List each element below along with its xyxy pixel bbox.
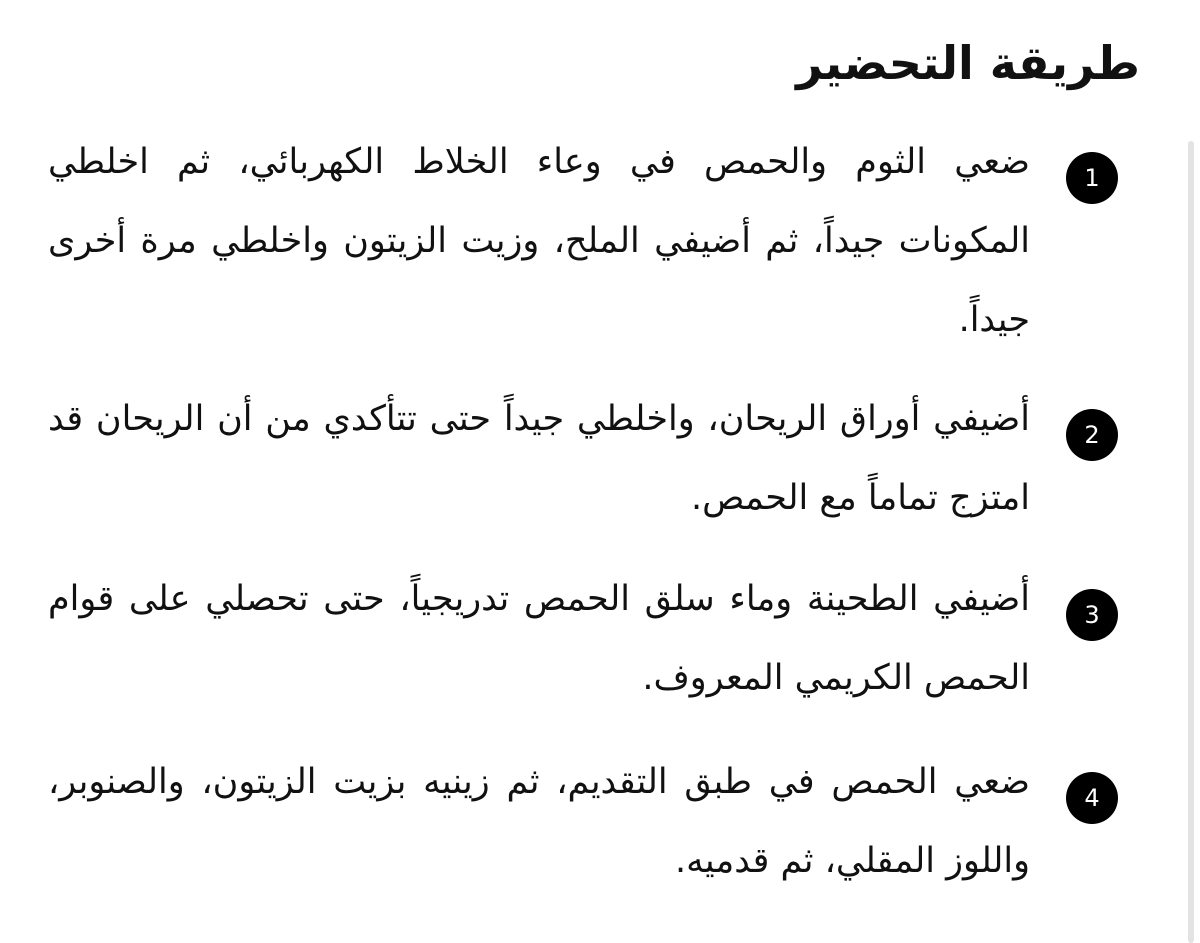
step-number-badge: 3 — [1066, 589, 1118, 641]
step-text: أضيفي أوراق الريحان، واخلطي جيداً حتى تتأكدي من أن الريحان قد امتزج تماماً مع الحمص. — [48, 399, 1030, 518]
step-text: أضيفي الطحينة وماء سلق الحمص تدريجياً، حتى تحصلي على قوام الحمص الكريمي المعروف. — [48, 579, 1030, 698]
vertical-scrollbar[interactable] — [1188, 141, 1194, 943]
step-text: ضعي الحمص في طبق التقديم، ثم زينيه بزيت الزيتون، والصنوبر، واللوز المقلي، ثم قدميه. — [48, 762, 1030, 881]
step-number-badge: 1 — [1066, 152, 1118, 204]
step-number-badge: 4 — [1066, 772, 1118, 824]
section-title: طريقة التحضير — [796, 36, 1140, 90]
step-number-badge: 2 — [1066, 409, 1118, 461]
step-text: ضعي الثوم والحمص في وعاء الخلاط الكهربائي، ثم اخلطي المكونات جيداً، ثم أضيفي الملح، وزيت الزيتون واخلطي مرة أخرى جيداً. — [48, 142, 1030, 340]
